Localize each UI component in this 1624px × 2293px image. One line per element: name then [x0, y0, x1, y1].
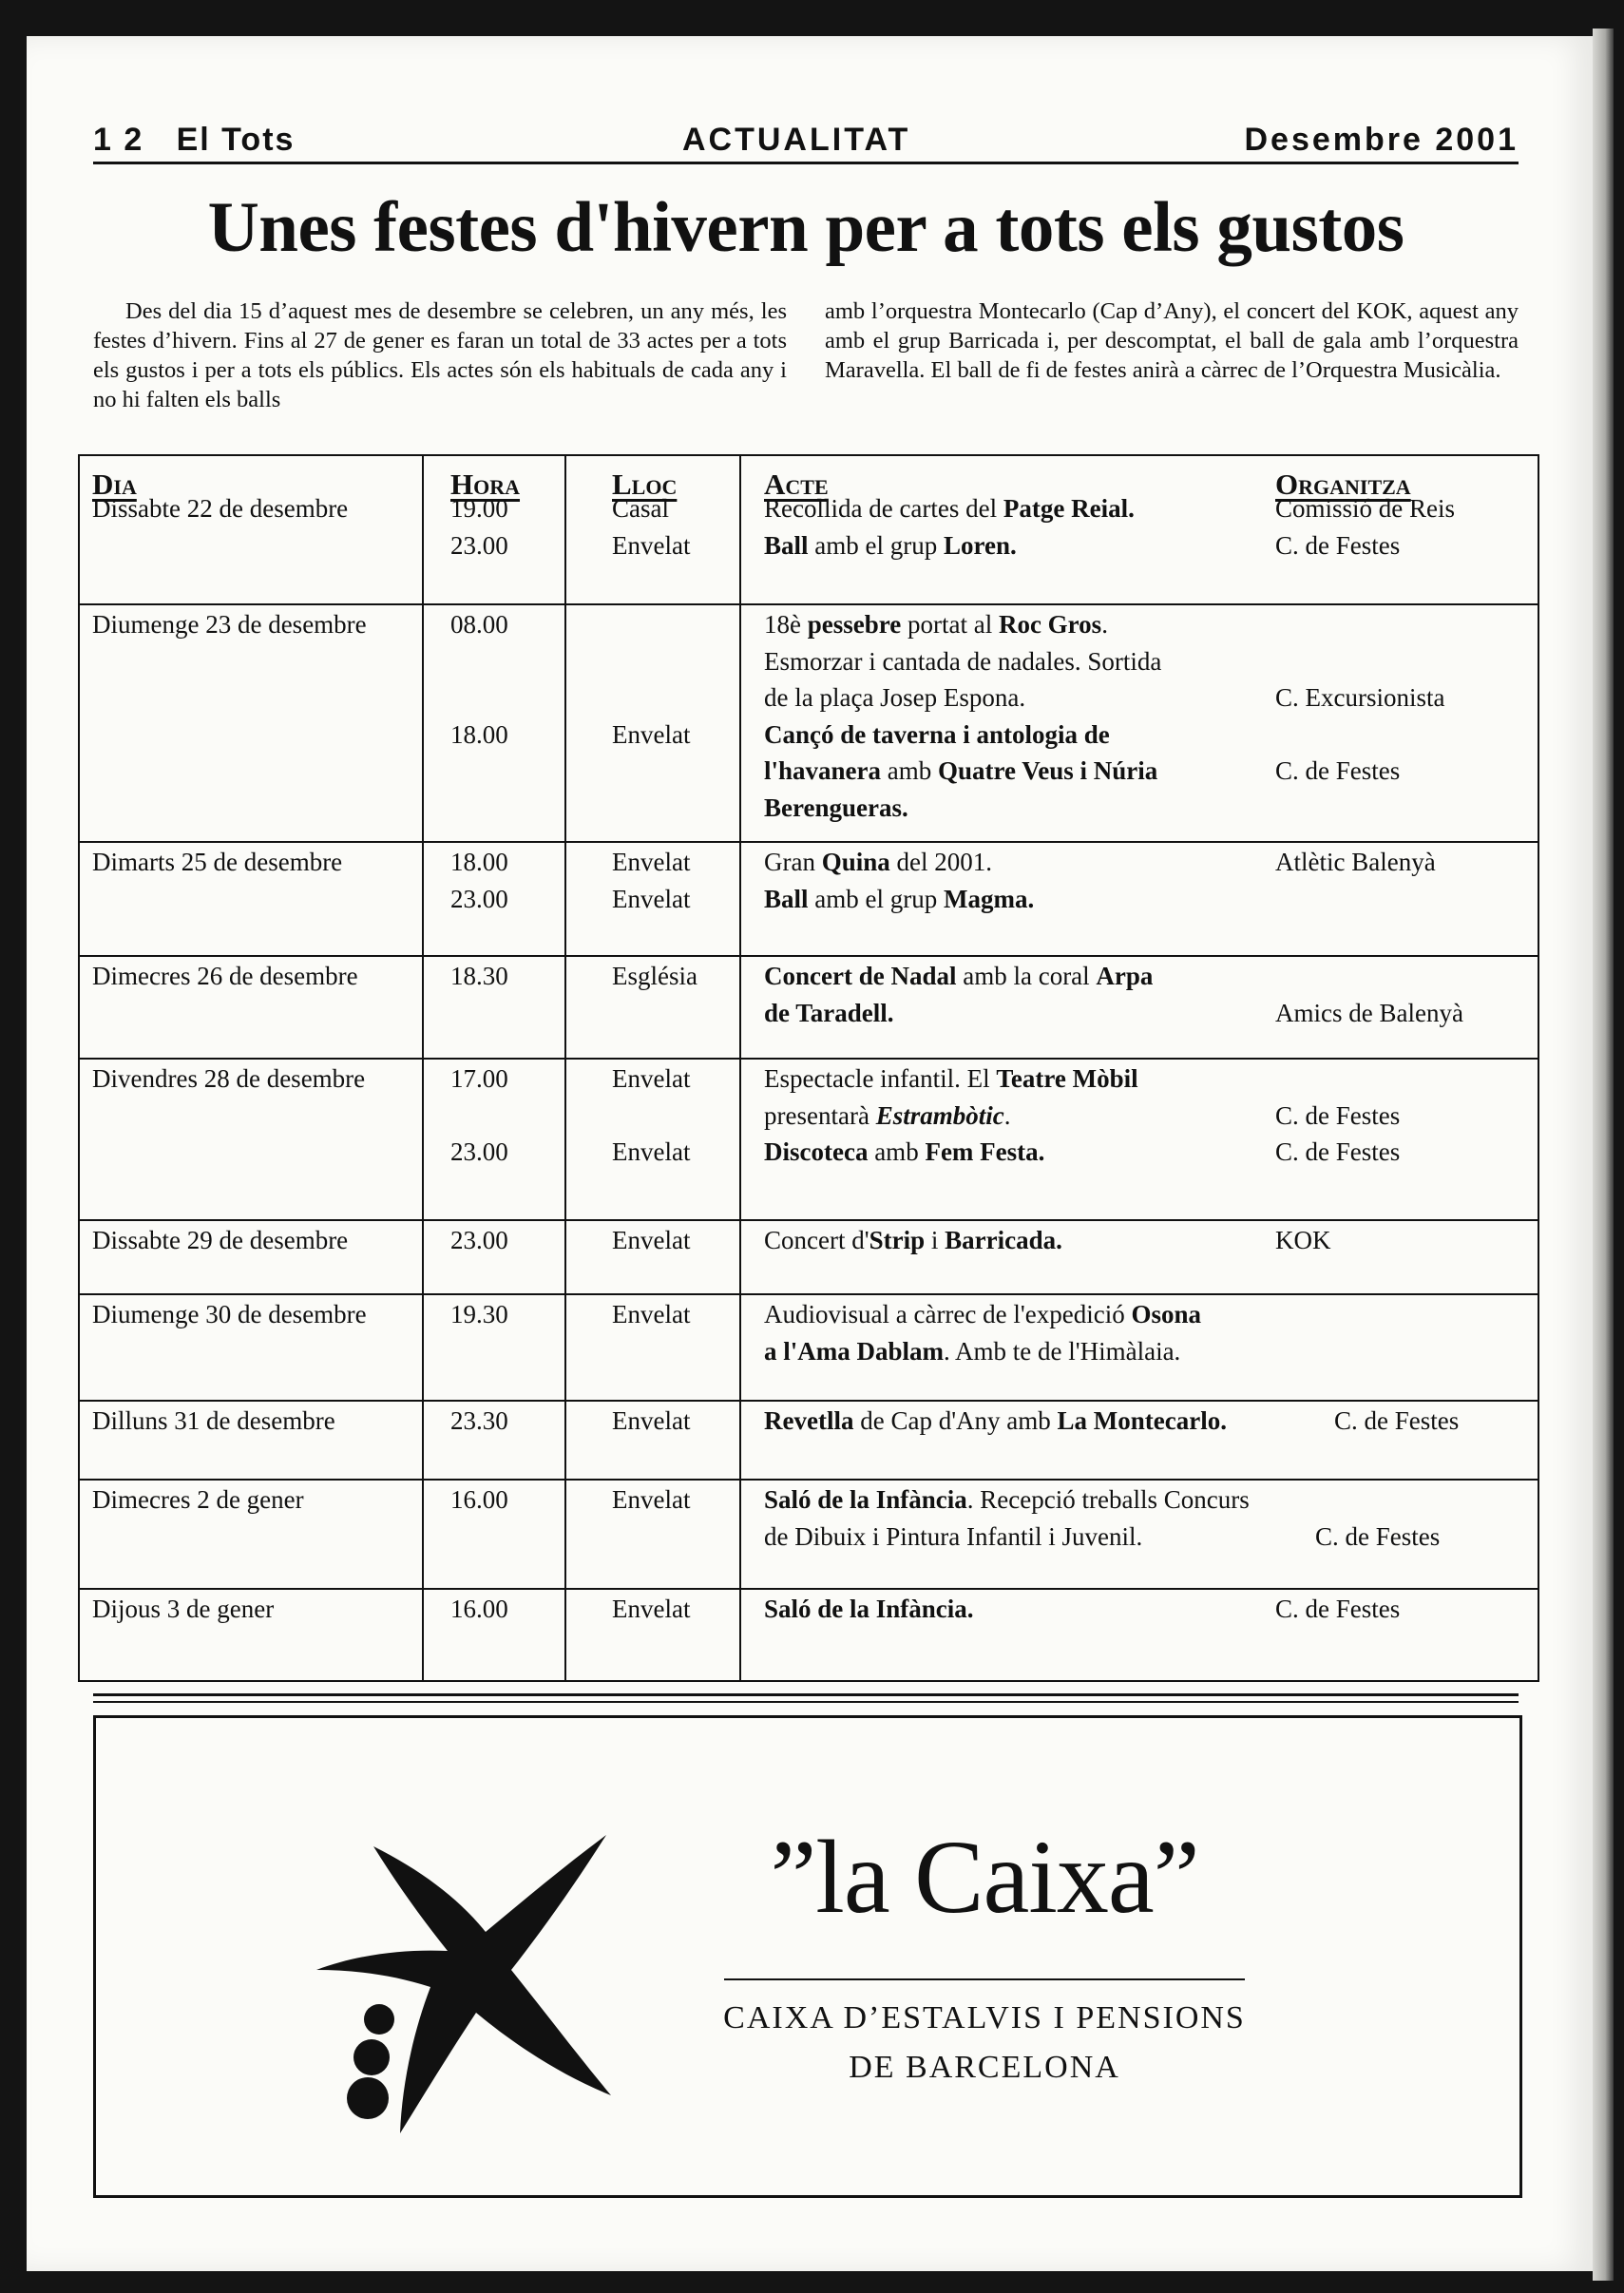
cell-acte: [764, 1061, 1277, 1171]
cell-organitza-line: [1275, 606, 1532, 643]
cell-lloc: [612, 958, 755, 995]
issue-date: Desembre 2001: [1244, 122, 1519, 158]
table-row: [80, 958, 1538, 1059]
cell-organitza-line: [1315, 1481, 1572, 1519]
table-row: [80, 844, 1538, 956]
text-run: Teatre Mòbil: [996, 1064, 1138, 1093]
cell-hora-line: 23.00: [450, 1137, 508, 1166]
cell-lloc-line: Casal: [612, 494, 669, 523]
cell-organitza-line: C. Excursionista: [1275, 683, 1445, 712]
cell-dia: Dimecres 2 de gener: [92, 1485, 304, 1514]
text-run: Saló de la Infància.: [764, 1595, 974, 1623]
cell-lloc-line: [612, 643, 755, 680]
cell-acte-line: [764, 490, 1277, 527]
cell-lloc-line: Envelat: [612, 1406, 691, 1435]
cell-lloc-line: Envelat: [612, 530, 691, 560]
row-divider: [80, 603, 1538, 605]
cell-hora: [450, 1296, 583, 1333]
cell-acte-line: [764, 753, 1277, 790]
cell-dia: Dimecres 26 de desembre: [92, 962, 358, 990]
header-rule: [93, 162, 1519, 164]
text-run: Cançó de taverna i antologia de: [764, 719, 1110, 749]
cell-acte-line: [764, 1333, 1277, 1370]
text-run: 18è: [764, 610, 808, 639]
text-run: portat al: [901, 610, 999, 639]
intro-column-1: Des del dia 15 d’aquest mes de desembre se celebren, un any més, les festes d’hivern. Fins al 27 de gener es faran un total de 33 actes per a tots els gustos i per a tots els públics. Els actes són els habituals de cada any i no hi falten els balls: [93, 298, 787, 412]
cell-acte-line: [764, 1591, 1277, 1628]
cell-hora-line: 19.30: [450, 1300, 508, 1328]
cell-organitza-line: [1275, 643, 1532, 680]
article-intro: [93, 296, 1519, 414]
cell-acte-line: [764, 1061, 1277, 1098]
cell-acte-line: [764, 790, 1277, 827]
cell-organitza-line: Atlètic Balenyà: [1275, 848, 1436, 876]
row-divider: [80, 1058, 1538, 1060]
subtitle-line-2: DE BARCELONA: [849, 2050, 1120, 2085]
cell-lloc: [612, 1481, 755, 1519]
header-acte: Acte: [764, 468, 829, 501]
cell-acte: [764, 1481, 1277, 1555]
cell-lloc-line: Envelat: [612, 1595, 691, 1623]
cell-hora-line: 08.00: [450, 610, 508, 639]
cell-lloc-line: Envelat: [612, 719, 691, 749]
text-run: presentarà: [764, 1100, 876, 1130]
text-run: Barricada.: [945, 1226, 1062, 1254]
cell-dia: Divendres 28 de desembre: [92, 1064, 366, 1093]
cell-lloc: [612, 1222, 755, 1259]
cell-organitza: [1275, 490, 1532, 564]
cell-organitza-line: C. de Festes: [1334, 1406, 1460, 1435]
cell-lloc: [612, 606, 755, 753]
text-run: Roc Gros: [998, 610, 1102, 639]
row-divider: [80, 1479, 1538, 1481]
cell-lloc: [612, 490, 755, 564]
text-run: Concert de Nadal: [764, 962, 957, 990]
cell-acte-line: [764, 881, 1277, 918]
cell-hora-line: [450, 643, 583, 680]
cell-acte: [764, 1591, 1277, 1628]
text-run: amb la coral: [956, 962, 1097, 990]
cell-hora: [450, 958, 583, 995]
cell-organitza-line: C. de Festes: [1275, 756, 1401, 785]
cell-dia: Dissabte 22 de desembre: [92, 494, 349, 523]
header-organitza: Organitza: [1275, 468, 1411, 501]
page-spine: [1593, 29, 1614, 2281]
text-run: Loren.: [943, 530, 1017, 560]
cell-acte-line: [764, 844, 1277, 881]
table-row: [80, 1061, 1538, 1220]
cell-acte: [764, 1222, 1277, 1259]
text-run: de la plaça Josep Espona.: [764, 683, 1026, 712]
text-run: Arpa: [1096, 962, 1154, 990]
cell-dia: Diumenge 30 de desembre: [92, 1300, 367, 1328]
text-run: Saló de la Infància: [764, 1485, 967, 1514]
program-table: [78, 454, 1539, 1682]
cell-hora: [450, 1481, 583, 1519]
cell-hora-line: 19.00: [450, 494, 508, 523]
cell-organitza-line: C. de Festes: [1275, 1100, 1401, 1130]
text-run: Ball: [764, 884, 809, 913]
cell-hora-line: 18.30: [450, 962, 508, 990]
cell-acte-line: [764, 1296, 1277, 1333]
text-run: Audiovisual a càrrec de l'expedició: [764, 1300, 1132, 1328]
cell-acte-line: [764, 1222, 1277, 1259]
cell-hora-line: 23.00: [450, 884, 508, 913]
text-run: Magma.: [943, 884, 1035, 913]
cell-hora-line: 16.00: [450, 1485, 508, 1514]
text-run: Berengueras.: [764, 793, 908, 822]
text-run: Ball: [764, 530, 809, 560]
row-divider: [80, 1293, 1538, 1295]
table-row: [80, 1403, 1538, 1480]
header-hora: Hora: [450, 468, 521, 501]
cell-lloc: [612, 1061, 755, 1171]
cell-lloc-line: Envelat: [612, 884, 691, 913]
publication-name: El Tots: [176, 122, 296, 158]
cell-hora-line: 18.00: [450, 719, 508, 749]
text-run: de Taradell.: [764, 998, 894, 1027]
running-header: [93, 122, 1519, 162]
header-dia: Dia: [92, 468, 137, 501]
cell-organitza: [1275, 844, 1532, 881]
cell-organitza-line: KOK: [1275, 1226, 1331, 1254]
subtitle-line-1: CAIXA D’ESTALVIS I PENSIONS: [723, 2000, 1246, 2035]
cell-lloc-line: Església: [612, 962, 697, 990]
cell-acte: [764, 1403, 1277, 1440]
cell-acte-line: [764, 643, 1277, 680]
text-run: Concert d': [764, 1226, 869, 1254]
cell-organitza-line: C. de Festes: [1315, 1521, 1441, 1551]
cell-hora-line: 16.00: [450, 1595, 508, 1623]
cell-acte-line: [764, 679, 1277, 717]
cell-acte: [764, 958, 1277, 1031]
separator-rule: [93, 1701, 1519, 1703]
cell-lloc-line: [612, 1098, 755, 1135]
cell-hora: [450, 606, 583, 753]
cell-acte: [764, 490, 1277, 564]
cell-dia: Diumenge 23 de desembre: [92, 610, 367, 639]
brand-rule: [724, 1978, 1245, 1980]
cell-organitza-line: C. de Festes: [1275, 530, 1401, 560]
cell-organitza: [1275, 1061, 1532, 1171]
page-number-and-publication: [93, 122, 295, 159]
table-row: [80, 606, 1538, 842]
cell-hora-line: [450, 679, 583, 717]
cell-acte-line: [764, 1403, 1277, 1440]
cell-hora: [450, 1061, 583, 1171]
text-run: Espectacle infantil. El: [764, 1064, 997, 1093]
cell-acte-line: [764, 995, 1277, 1032]
cell-hora-line: 23.00: [450, 1226, 508, 1254]
text-run: amb: [881, 756, 939, 785]
text-run: amb el grup: [808, 884, 944, 913]
text-run: i: [925, 1226, 946, 1254]
cell-lloc-line: Envelat: [612, 1137, 691, 1166]
text-run: l'havanera: [764, 756, 882, 785]
text-run: del 2001.: [889, 848, 993, 876]
cell-organitza-line: [1275, 958, 1532, 995]
cell-hora-line: 18.00: [450, 848, 508, 876]
cell-organitza: [1275, 606, 1532, 790]
row-divider: [80, 1588, 1538, 1590]
cell-lloc: [612, 1403, 755, 1440]
text-run: Recollida de cartes del: [764, 494, 1003, 523]
text-run: de Cap d'Any amb: [853, 1406, 1058, 1435]
text-run: Strip: [869, 1226, 926, 1254]
text-run: a l'Ama Dablam: [764, 1336, 944, 1366]
cell-acte: [764, 606, 1277, 826]
cell-acte-line: [764, 1134, 1277, 1171]
cell-hora-line: [450, 1098, 583, 1135]
cell-hora-line: 23.30: [450, 1406, 508, 1435]
cell-lloc-line: Envelat: [612, 1300, 691, 1328]
cell-lloc-line: Envelat: [612, 848, 691, 876]
cell-organitza: [1275, 1222, 1532, 1259]
advert-box: [93, 1715, 1522, 2198]
cell-hora: [450, 490, 583, 564]
text-run: pessebre: [807, 610, 902, 639]
row-divider: [80, 955, 1538, 957]
cell-hora: [450, 1591, 583, 1628]
cell-hora: [450, 1222, 583, 1259]
la-caixa-subtitle: [703, 1994, 1266, 2092]
header-lloc: Lloc: [612, 468, 678, 501]
cell-dia: Dilluns 31 de desembre: [92, 1406, 335, 1435]
table-row: [80, 1481, 1538, 1589]
cell-organitza-line: [1275, 717, 1532, 754]
cell-acte-line: [764, 717, 1277, 754]
cell-lloc: [612, 1296, 755, 1333]
table-row: [80, 1591, 1538, 1684]
text-run: .: [1101, 610, 1108, 639]
cell-lloc-line: Envelat: [612, 1226, 691, 1254]
cell-organitza: [1315, 1481, 1572, 1555]
la-caixa-brand: ”la Caixa”: [770, 1819, 1199, 1935]
text-run: Revetlla: [764, 1406, 854, 1435]
cell-organitza: [1275, 958, 1532, 1031]
table-row: [80, 1222, 1538, 1294]
cell-acte-line: [764, 606, 1277, 643]
text-run: Esmorzar i cantada de nadales. Sortida: [764, 646, 1162, 676]
text-run: Quina: [821, 848, 890, 876]
row-divider: [80, 841, 1538, 843]
cell-hora-line: 17.00: [450, 1064, 508, 1093]
text-run: .: [1003, 1100, 1011, 1130]
text-run: Estrambòtic: [875, 1100, 1004, 1130]
text-run: . Amb te de l'Himàlaia.: [944, 1336, 1181, 1366]
text-run: Quatre Veus i Núria: [938, 756, 1158, 785]
la-caixa-star-logo-icon: [316, 1827, 640, 2141]
cell-acte: [764, 1296, 1277, 1369]
page-number: 1 2: [93, 122, 144, 158]
text-run: de Dibuix i Pintura Infantil i Juvenil.: [764, 1521, 1143, 1551]
cell-lloc-line: Envelat: [612, 1485, 691, 1514]
article-title: Unes festes d'hivern per a tots els gustos: [207, 188, 1404, 267]
intro-column-2: amb l’orquestra Montecarlo (Cap d’Any), el concert del KOK, aquest any amb el grup Barricada i, per descomptat, el ball de gala amb l’orquestra Maravella. El ball de fi de festes anirà a càrrec de l’Orquestra Musicàlia.: [825, 298, 1519, 383]
cell-lloc: [612, 1591, 755, 1628]
row-divider: [80, 1219, 1538, 1221]
text-run: La Montecarlo.: [1057, 1406, 1227, 1435]
cell-lloc-line: [612, 606, 755, 643]
cell-lloc-line: Envelat: [612, 1064, 691, 1093]
text-run: Discoteca: [764, 1137, 869, 1166]
text-run: Fem Festa.: [925, 1137, 1045, 1166]
cell-organitza: [1334, 1403, 1591, 1440]
cell-acte-line: [764, 1098, 1277, 1135]
cell-acte-line: [764, 1519, 1277, 1556]
table-row: [80, 490, 1538, 604]
section-name: ACTUALITAT: [682, 122, 911, 158]
text-run: Patge Reial.: [1003, 494, 1135, 523]
cell-dia: Dimarts 25 de desembre: [92, 848, 343, 876]
cell-acte: [764, 844, 1277, 917]
cell-hora: [450, 844, 583, 917]
cell-hora-line: 23.00: [450, 530, 508, 560]
cell-organitza: [1275, 1591, 1532, 1628]
cell-organitza-line: C. de Festes: [1275, 1137, 1401, 1166]
cell-hora: [450, 1403, 583, 1440]
cell-organitza-line: Amics de Balenyà: [1275, 998, 1463, 1027]
cell-acte-line: [764, 958, 1277, 995]
cell-acte-line: [764, 527, 1277, 564]
table-row: [80, 1296, 1538, 1401]
cell-dia: Dijous 3 de gener: [92, 1595, 275, 1623]
cell-lloc: [612, 844, 755, 917]
cell-organitza-line: Comissió de Reis: [1275, 494, 1456, 523]
text-run: amb: [868, 1137, 926, 1166]
row-divider: [80, 1400, 1538, 1402]
separator-rule: [93, 1693, 1519, 1696]
cell-dia: Dissabte 29 de desembre: [92, 1226, 349, 1254]
text-run: . Recepció treballs Concurs: [966, 1485, 1250, 1514]
cell-organitza-line: C. de Festes: [1275, 1595, 1401, 1623]
cell-organitza-line: [1275, 1061, 1532, 1098]
text-run: Osona: [1131, 1300, 1201, 1328]
text-run: Gran: [764, 848, 822, 876]
cell-lloc-line: [612, 679, 755, 717]
text-run: amb el grup: [808, 530, 944, 560]
cell-acte-line: [764, 1481, 1277, 1519]
